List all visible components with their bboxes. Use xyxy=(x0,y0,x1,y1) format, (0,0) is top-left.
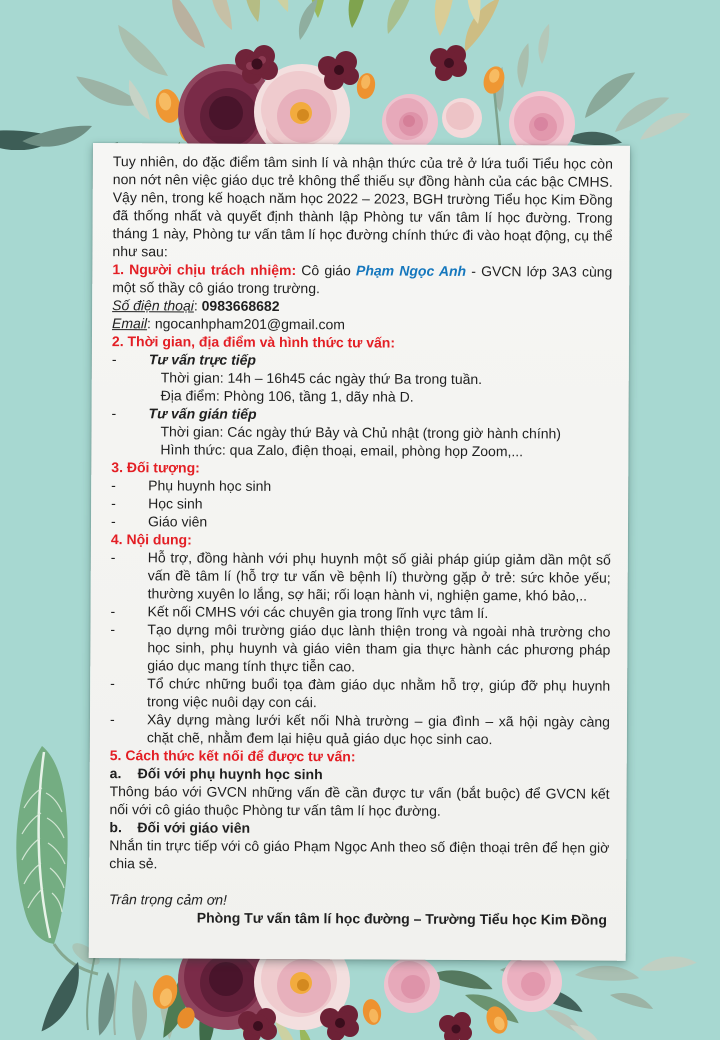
section5-heading: 5. Cách thức kết nối để được tư vấn: xyxy=(109,747,356,765)
closing-line: Trân trọng cảm ơn! xyxy=(108,891,228,908)
list-item xyxy=(111,548,611,605)
dash-marker: - xyxy=(111,351,117,368)
phone-number: 0983668682 xyxy=(201,297,280,314)
intro-paragraph: Tuy nhiên, do đặc điểm tâm sinh lí và nhận thức của trẻ ở lứa tuổi Tiểu học còn non nớt nên việc giáo dục trẻ không thể thiếu sự đồng hành của các bậc CMHS. Vậy nên, trong kế hoạch năm học 2022 – 2023, BGH trường Tiểu học Kim Đồng đã thống nhất và quyết định thành lập Phòng tư vấn tâm lí học đường. Trong tháng 1 này, Phòng tư vấn tâm lí học đường chính thức đi vào hoạt động, cụ thể như sau: xyxy=(112,153,613,260)
section1-line xyxy=(112,260,612,299)
sub-a-heading xyxy=(110,764,610,785)
dash-marker: - xyxy=(110,621,116,638)
sub-b-text: Nhắn tin trực tiếp với cô giáo Phạm Ngọc Anh theo số điện thoại trên để hẹn giờ chia sẻ. xyxy=(109,837,610,872)
colon: : xyxy=(193,297,198,314)
list-item xyxy=(110,620,610,677)
dash-marker: - xyxy=(110,675,115,692)
top-flower-bouquet-icon xyxy=(0,0,720,150)
list-item-indirect xyxy=(112,404,612,425)
dash-marker: - xyxy=(109,711,115,728)
section2-heading: 2. Thời gian, địa điểm và hình thức tư vấn: xyxy=(111,333,396,351)
detail-line: Thời gian: Các ngày thứ Bảy và Chủ nhật (trong giờ hành chính) xyxy=(160,423,562,442)
dash-marker: - xyxy=(111,405,117,422)
dash-marker: - xyxy=(111,477,116,494)
announcement-document xyxy=(89,143,630,961)
detail-line: Thời gian: 14h – 16h45 các ngày thứ Ba trong tuần. xyxy=(160,369,483,388)
list-item-text: Tạo dựng môi trường giáo dục lành thiện trong và ngoài nhà trường cho học sinh, phụ huynh và giáo viên tham gia thực hành các phương pháp giáo dục mang tính thực tiễn cao. xyxy=(147,621,611,675)
consult-type-title: Tư vấn trực tiếp xyxy=(148,351,257,368)
list-item-text: Hỗ trợ, đồng hành với phụ huynh một số giải pháp giúp giảm dần một số vấn đề tâm lí (hỗ trợ tư vấn về bệnh lí) thường gặp ở trẻ: sức khỏe yếu; thường xuyên lo lắng, sợ hãi; rối loạn hành vi, nghiện game, khó bảo,.. xyxy=(147,549,611,604)
dash-marker: - xyxy=(110,549,116,566)
signature-line: Phòng Tư vấn tâm lí học đường – Trường Tiểu học Kim Đồng xyxy=(196,909,607,928)
dash-marker: - xyxy=(110,513,116,530)
phone-label: Số điện thoại xyxy=(112,297,194,314)
email-address: ngocanhpham201@gmail.com xyxy=(154,315,346,333)
list-item-text: Học sinh xyxy=(148,495,203,512)
sub-b-heading xyxy=(109,818,609,839)
list-item-text: Xây dựng màng lưới kết nối Nhà trường – gia đình – xã hội ngày càng chặt chẽ, nhằm đem lại hiệu quả giáo dục học sinh cao. xyxy=(146,711,611,748)
consult-type-title: Tư vấn gián tiếp xyxy=(148,405,257,422)
list-item-direct xyxy=(112,350,612,371)
bottom-flower-bouquet-icon xyxy=(0,950,720,1040)
sub-a-marker: a. xyxy=(109,765,122,782)
list-item-text: Giáo viên xyxy=(147,513,208,530)
list-item xyxy=(111,512,611,533)
teacher-name: Phạm Ngọc Anh xyxy=(355,262,467,279)
colon: : xyxy=(147,315,152,332)
section1-heading: 1. Người chịu trách nhiệm: xyxy=(112,261,297,279)
sub-b-marker: b. xyxy=(109,819,122,836)
list-item xyxy=(110,674,610,713)
sub-a-title: Đối với phụ huynh học sinh xyxy=(137,765,323,783)
list-item-text: Tổ chức những buổi tọa đàm giáo dục nhằm hỗ trợ, giúp đỡ phụ huynh trong việc nuôi dạy con cái. xyxy=(147,675,611,711)
dash-marker: - xyxy=(111,495,116,512)
detail-line: Hình thức: qua Zalo, điện thoại, email, phòng họp Zoom,... xyxy=(160,441,524,460)
email-label: Email xyxy=(112,315,148,332)
detail-line: Địa điểm: Phòng 106, tầng 1, dãy nhà D. xyxy=(160,387,414,405)
section4-heading: 4. Nội dung: xyxy=(110,531,192,548)
section1-post-name: - GVCN lớp 3A3 cùng một số thầy cô giáo trong trường. xyxy=(112,262,613,297)
section1-pre-name: Cô giáo xyxy=(301,262,351,279)
list-item-text: Phụ huynh học sinh xyxy=(148,477,272,494)
sub-b-title: Đối với giáo viên xyxy=(137,819,251,836)
list-item-text: Kết nối CMHS với các chuyên gia trong lĩnh vực tâm lí. xyxy=(147,603,489,622)
list-item xyxy=(110,710,610,749)
sub-a-text: Thông báo với GVCN những vấn đề cần được tư vấn (bắt buộc) để GVCN kết nối với cô giáo thuộc Phòng tư vấn tâm lí học đường. xyxy=(109,783,610,819)
dash-marker: - xyxy=(110,603,116,620)
section3-heading: 3. Đối tượng: xyxy=(111,459,200,476)
